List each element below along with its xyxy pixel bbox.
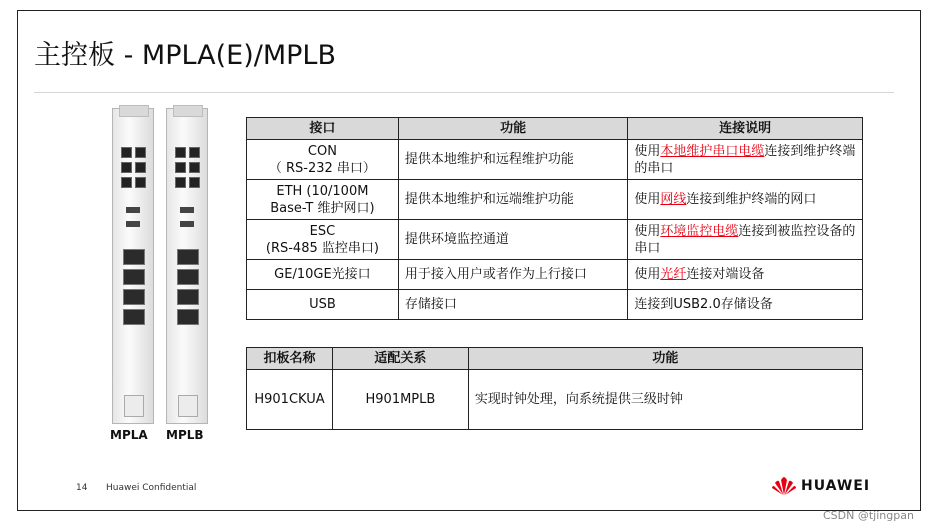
function-cell: 存储接口 [398,290,628,320]
header-subboard-function: 功能 [468,348,862,370]
cable-link[interactable]: 光纤 [660,267,687,282]
function-cell: 提供本地维护和远程维护功能 [398,140,628,180]
table-row [247,140,863,180]
board-label-mplb: MPLB [166,428,204,442]
confidential-label: Huawei Confidential [106,483,197,493]
connection-cell: 使用环境监控电缆连接到被监控设备的串口 [628,220,863,260]
subboard-function-cell: 实现时钟处理，向系统提供三级时钟 [468,370,862,430]
function-cell: 用于接入用户或者作为上行接口 [398,260,628,290]
connection-cell: 使用光纤连接对端设备 [628,260,863,290]
match-cell: H901MPLB [332,370,468,430]
interface-cell: ETH (10/100M Base-T 维护网口) [247,180,399,220]
subboard-table [246,347,863,430]
table-row [247,370,863,430]
table-header-row [247,348,863,370]
connection-cell: 使用本地维护串口电缆连接到维护终端的串口 [628,140,863,180]
header-function: 功能 [398,118,628,140]
board-label-mpla: MPLA [110,428,148,442]
page-number: 14 [76,483,88,493]
header-interface: 接口 [247,118,399,140]
connection-cell: 使用网线连接到维护终端的网口 [628,180,863,220]
table-row [247,180,863,220]
header-connection: 连接说明 [628,118,863,140]
interface-cell: ESC (RS-485 监控串口) [247,220,399,260]
huawei-flower-icon [771,476,797,496]
interface-cell: CON （ RS-232 串口） [247,140,399,180]
header-subboard-name: 扣板名称 [247,348,333,370]
subboard-name-cell: H901CKUA [247,370,333,430]
cable-link[interactable]: 环境监控电缆 [660,223,739,239]
table-header-row [247,118,863,140]
header-match: 适配关系 [332,348,468,370]
huawei-logo [771,476,870,496]
interface-cell: USB [247,290,399,320]
logo-text: HUAWEI [801,478,871,494]
title-divider [34,92,894,93]
page-title: 主控板 - MPLA(E)/MPLB [34,40,336,71]
board-image-mplb [166,108,208,424]
interface-cell: GE/10GE光接口 [247,260,399,290]
table-row [247,220,863,260]
connection-cell: 连接到USB2.0存储设备 [628,290,863,320]
board-image-mpla [112,108,154,424]
table-row [247,260,863,290]
watermark: CSDN @tjingpan [823,509,914,522]
interface-table [246,117,863,320]
table-row [247,290,863,320]
function-cell: 提供环境监控通道 [398,220,628,260]
cable-link[interactable]: 网线 [660,192,687,207]
function-cell: 提供本地维护和远端维护功能 [398,180,628,220]
cable-link[interactable]: 本地维护串口电缆 [660,143,765,159]
